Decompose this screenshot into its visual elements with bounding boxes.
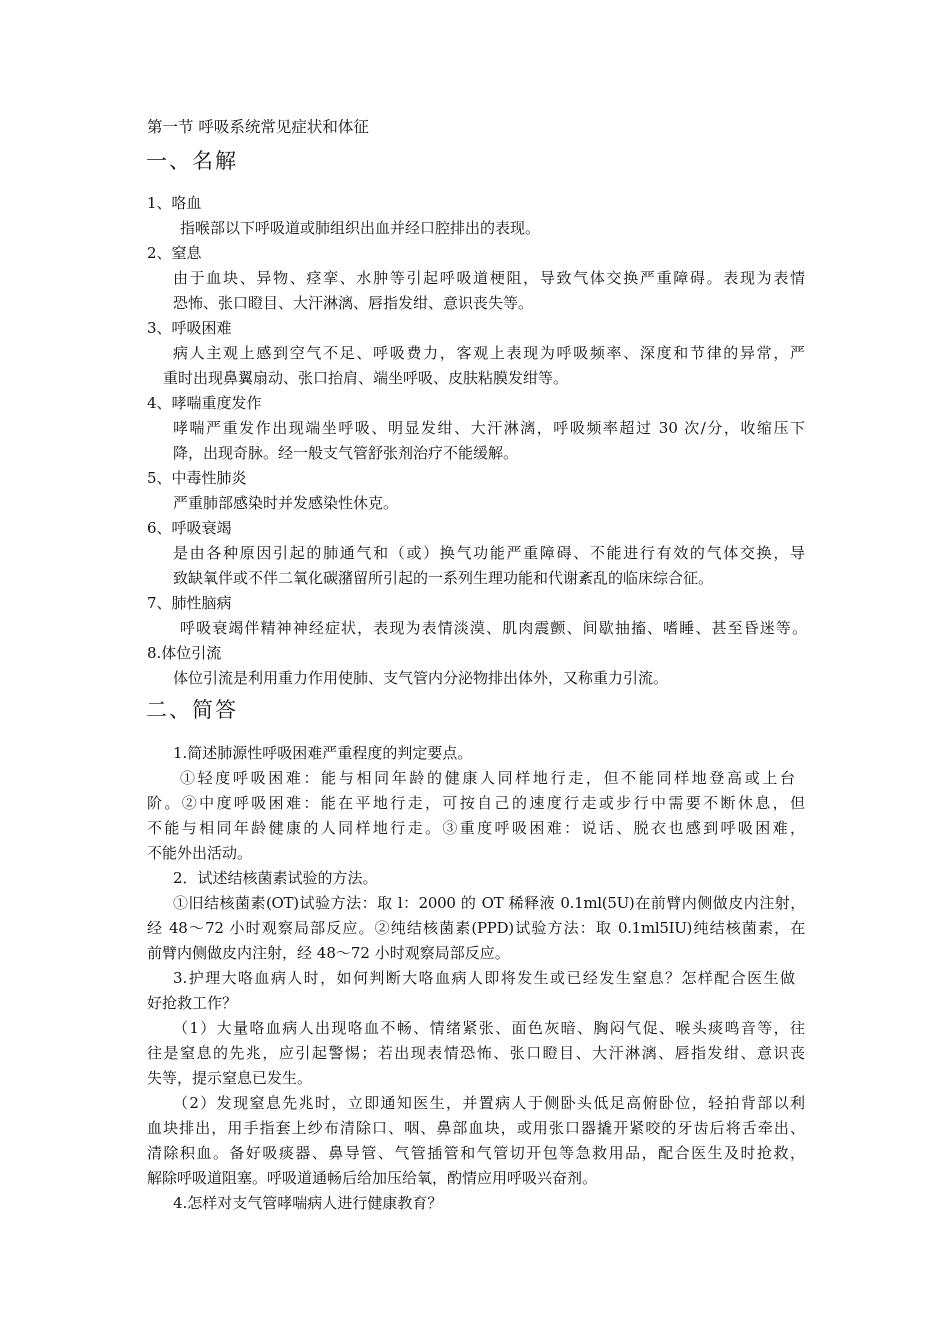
term-definition: 致缺氧伴或不伴二氧化碳潴留所引起的一系列生理功能和代谢紊乱的临床综合征。 — [173, 569, 714, 587]
term-definition: 体位引流是利用重力作用使肺、支气管内分泌物排出体外，又称重力引流。 — [173, 669, 669, 687]
section-title: 第一节 呼吸系统常见症状和体征 — [147, 118, 369, 136]
term-definition: 严重肺部感染时并发感染性休克。 — [173, 494, 399, 512]
term-title: 7、肺性脑病 — [147, 594, 232, 612]
part1-heading: 一、名解 — [146, 149, 238, 173]
term-definition: 降，出现奇脉。经一般支气管舒张剂治疗不能缓解。 — [173, 444, 519, 462]
answer-line: 经 48～72 小时观察局部反应。②纯结核菌素(PPD)试验方法：取 0.1ml5IU)纯结核菌素，在 — [147, 919, 805, 937]
answer-line: （1）大量咯血病人出现咯血不畅、情绪紧张、面色灰暗、胸闷气促、喉头痰鸣音等，往 — [173, 1019, 805, 1037]
answer-line: （2）发现窒息先兆时，立即通知医生，并置病人于侧卧头低足高俯卧位，轻拍背部以利 — [173, 1094, 805, 1112]
answer-line: 前臂内侧做皮内注射，经 48～72 小时观察局部反应。 — [147, 944, 510, 962]
term-title: 6、呼吸衰竭 — [147, 519, 232, 537]
term-definition: 恐怖、张口瞪目、大汗淋漓、唇指发绀、意识丧失等。 — [173, 294, 534, 312]
question-text: 4.怎样对支气管哮喘病人进行健康教育？ — [173, 1194, 443, 1212]
answer-line: 解除呼吸道阻塞。呼吸道通畅后给加压给氧，酌情应用呼吸兴奋剂。 — [147, 1169, 598, 1187]
answer-line: 清除积血。备好吸痰器、鼻导管、气管插管和气管切开包等急救用品，配合医生及时抢救， — [147, 1144, 805, 1162]
answer-line: ①旧结核菌素(OT)试验方法：取 l：2000 的 OT 稀释液 0.1ml(5U)在前臂内侧做皮内注射， — [173, 894, 805, 912]
question-text: 2．试述结核菌素试验的方法。 — [173, 869, 378, 887]
term-title: 8.体位引流 — [147, 644, 222, 662]
term-definition: 指喉部以下呼吸道或肺组织出血并经口腔排出的表现。 — [180, 219, 541, 237]
term-definition: 是由各种原因引起的肺通气和（或）换气功能严重障碍、不能进行有效的气体交换，导 — [173, 544, 805, 562]
answer-line: 失等，提示窒息已发生。 — [147, 1069, 313, 1087]
term-title: 2、窒息 — [147, 244, 202, 262]
question-text: 3.护理大咯血病人时，如何判断大咯血病人即将发生或已经发生窒息？怎样配合医生做 — [173, 969, 795, 987]
question-text: 1.简述肺源性呼吸困难严重程度的判定要点。 — [173, 744, 473, 762]
term-definition: 由于血块、异物、痉挛、水肿等引起呼吸道梗阻，导致气体交换严重障碍。表现为表情 — [173, 269, 805, 287]
term-definition: 重时出现鼻翼扇动、张口抬肩、端坐呼吸、皮肤粘膜发绀等。 — [163, 369, 569, 387]
answer-line: 阶。②中度呼吸困难：能在平地行走，可按自己的速度行走或步行中需要不断休息，但 — [147, 794, 805, 812]
answer-line: 血块排出，用手指套上纱布清除口、咽、鼻部血块，或用张口器撬开紧咬的牙齿后将舌牵出、 — [147, 1119, 805, 1137]
part2-heading: 二、简答 — [146, 698, 238, 722]
term-title: 1、咯血 — [147, 194, 202, 212]
term-title: 3、呼吸困难 — [147, 319, 232, 337]
term-title: 5、中毒性肺炎 — [147, 469, 247, 487]
answer-line: 往是窒息的先兆，应引起警惕；若出现表情恐怖、张口瞪目、大汗淋漓、唇指发绀、意识丧 — [147, 1044, 805, 1062]
term-title: 4、哮喘重度发作 — [147, 394, 262, 412]
answer-line: ①轻度呼吸困难：能与相同年龄的健康人同样地行走，但不能同样地登高或上台 — [180, 769, 795, 787]
term-definition: 呼吸衰竭伴精神神经症状，表现为表情淡漠、肌肉震颤、间歇抽搐、嗜睡、甚至昏迷等。 — [180, 619, 807, 637]
question-text: 好抢救工作？ — [147, 994, 238, 1012]
answer-line: 不能与相同年龄健康的人同样地行走。③重度呼吸困难：说话、脱衣也感到呼吸困难， — [147, 819, 805, 837]
term-definition: 病人主观上感到空气不足、呼吸费力，客观上表现为呼吸频率、深度和节律的异常，严 — [173, 344, 805, 362]
answer-line: 不能外出活动。 — [147, 844, 253, 862]
term-definition: 哮喘严重发作出现端坐呼吸、明显发绀、大汗淋漓，呼吸频率超过 30 次/分，收缩压下 — [173, 419, 805, 437]
